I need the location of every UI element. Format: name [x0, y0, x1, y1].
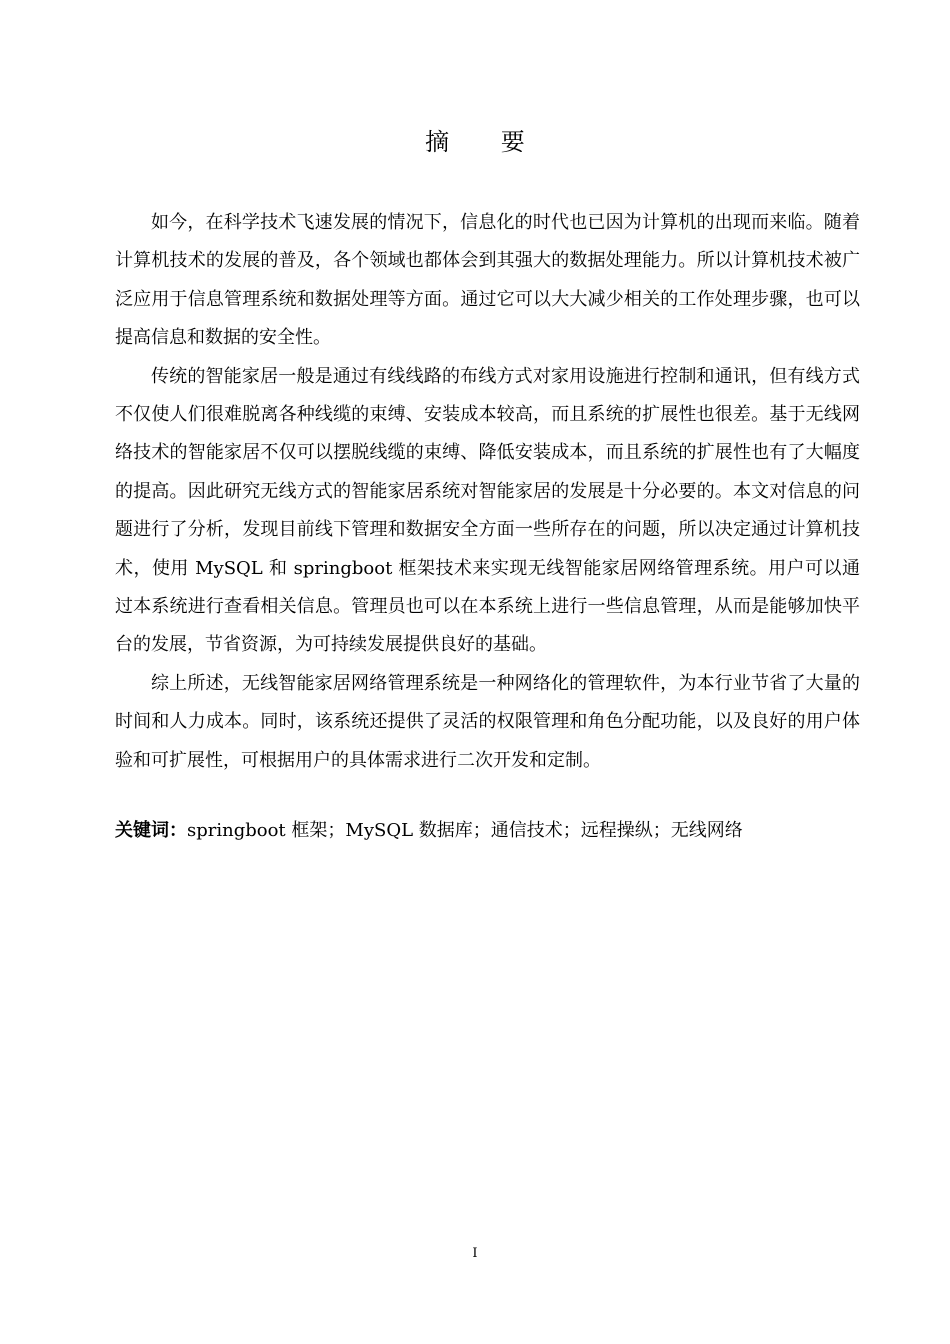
page-number: I — [472, 1246, 478, 1261]
keywords-text: springboot 框架；MySQL 数据库；通信技术；远程操纵；无线网络 — [187, 820, 743, 841]
keywords-label: 关键词： — [115, 820, 187, 841]
abstract-body — [115, 204, 860, 780]
abstract-paragraph-1: 如今，在科学技术飞速发展的情况下，信息化的时代也已因为计算机的出现而来临。随着计算机技术的发展的普及，各个领域也都体会到其强大的数据处理能力。所以计算机技术被广泛应用于信息管理系统和数据处理等方面。通过它可以大大减少相关的工作处理步骤，也可以提高信息和数据的安全性。 — [115, 212, 860, 349]
keywords-line — [115, 818, 860, 844]
abstract-paragraph-2: 传统的智能家居一般是通过有线线路的布线方式对家用设施进行控制和通讯，但有线方式不仅使人们很难脱离各种线缆的束缚、安装成本较高，而且系统的扩展性也很差。基于无线网络技术的智能家居不仅可以摆脱线缆的束缚、降低安装成本，而且系统的扩展性也有了大幅度的提高。因此研究无线方式的智能家居系统对智能家居的发展是十分必要的。本文对信息的问题进行了分析，发现目前线下管理和数据安全方面一些所存在的问题，所以决定通过计算机技术，使用 MySQL 和 springboot 框架技术来实现无线智能家居网络管理系统。用户可以通过本系统进行查看相关信息。管理员也可以在本系统上进行一些信息管理，从而是能够加快平台的发展，节省资源，为可持续发展提供良好的基础。 — [115, 365, 860, 656]
abstract-paragraph-3: 综上所述，无线智能家居网络管理系统是一种网络化的管理软件，为本行业节省了大量的时间和人力成本。同时，该系统还提供了灵活的权限管理和角色分配功能，以及良好的用户体验和可扩展性，可根据用户的具体需求进行二次开发和定制。 — [115, 672, 860, 771]
abstract-title: 摘 要 — [425, 128, 547, 156]
